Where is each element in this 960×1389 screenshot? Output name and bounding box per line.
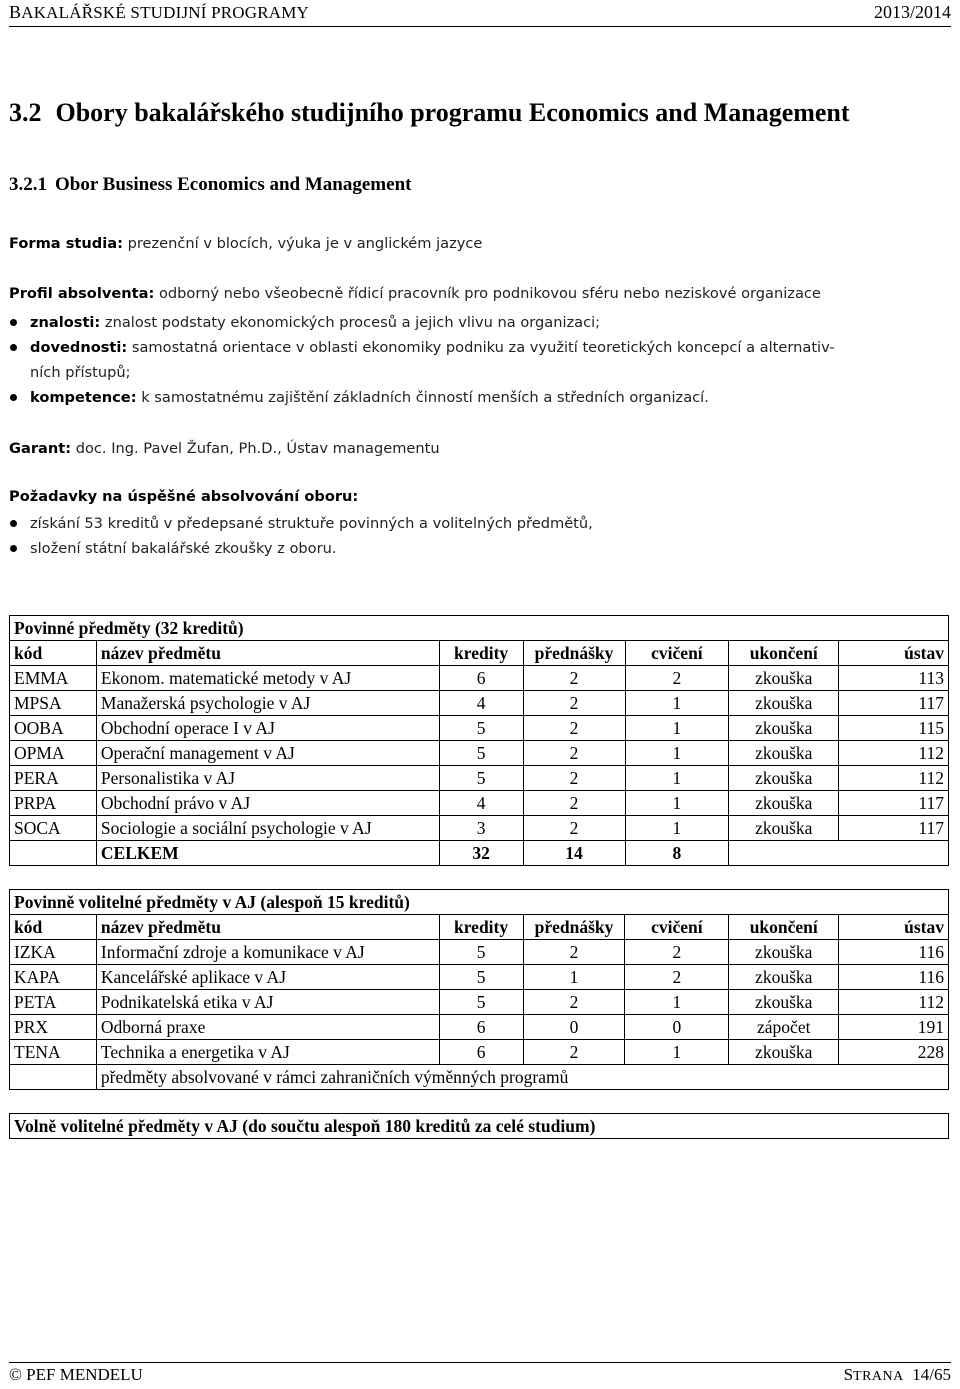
- table-row: [10, 741, 949, 766]
- cell-cviceni: 1: [625, 766, 729, 791]
- col-ukonceni: ukončení: [729, 915, 839, 940]
- cell-prednasky: 0: [523, 1015, 625, 1040]
- cell-kredity: 5: [439, 741, 523, 766]
- cell-cviceni: 2: [625, 965, 729, 990]
- list-item: získání 53 kreditů v předepsané struktuře povinných a volitelných předmětů,: [9, 511, 946, 536]
- cell-kredity: 5: [439, 940, 523, 965]
- cell-ustav: 116: [839, 940, 949, 965]
- cell-nazev: Odborná praxe: [96, 1015, 439, 1040]
- section-title: Obory bakalářského studijního programu Economics and Management: [55, 98, 850, 127]
- cell-ukonceni: zkouška: [729, 965, 839, 990]
- cell-cviceni: 1: [625, 791, 729, 816]
- cell-ukonceni: zkouška: [729, 691, 839, 716]
- table-title: Povinně volitelné předměty v AJ (alespoň 15 kreditů): [10, 890, 949, 915]
- cell-kod: OOBA: [10, 716, 97, 741]
- col-ustav: ústav: [839, 641, 949, 666]
- subsection-number: 3.2.1: [9, 174, 47, 195]
- running-header: [9, 0, 951, 27]
- col-cviceni: cvičení: [625, 641, 729, 666]
- cell-cviceni: 1: [625, 741, 729, 766]
- cell-ustav: 115: [839, 716, 949, 741]
- cell-kredity: 4: [439, 691, 523, 716]
- footer-page: STRANA 14/65: [843, 1365, 951, 1384]
- list-item: znalosti: znalost podstaty ekonomických procesů a jejich vlivu na organizaci;: [9, 310, 946, 335]
- pozadavky-list: [9, 511, 946, 561]
- cell-nazev: Ekonom. matematické metody v AJ: [96, 666, 439, 691]
- list-item: dovednosti: samostatná orientace v oblasti ekonomiky podniku za využití teoretických koncepcí a alternativ- ních přístupů;: [9, 335, 946, 385]
- cell-ukonceni: zkouška: [729, 816, 839, 841]
- forma-text: prezenční v blocích, výuka je v anglickém jazyce: [127, 235, 483, 252]
- povinne-predmety-table: [9, 615, 949, 866]
- cell-ustav: 117: [839, 791, 949, 816]
- povinne-volitelne-table: [9, 889, 949, 1090]
- table-row: [10, 990, 949, 1015]
- table-row: [10, 716, 949, 741]
- cell-ustav: 112: [839, 741, 949, 766]
- col-prednasky: přednášky: [523, 641, 625, 666]
- cell-nazev: Obchodní právo v AJ: [96, 791, 439, 816]
- cell-prednasky: 1: [523, 965, 625, 990]
- col-nazev: název předmětu: [96, 915, 439, 940]
- header-title: BAKALÁŘSKÉ STUDIJNÍ PROGRAMY: [9, 2, 310, 22]
- cell-kredity: 3: [439, 816, 523, 841]
- subsection-heading: [9, 174, 411, 196]
- cell-cviceni: 1: [625, 716, 729, 741]
- cell-kod: PETA: [10, 990, 97, 1015]
- cell-ustav: 228: [839, 1040, 949, 1065]
- subsection-title: Obor Business Economics and Management: [55, 174, 412, 195]
- cell-kredity: 6: [439, 1015, 523, 1040]
- cell-ustav: 191: [839, 1015, 949, 1040]
- cell-cviceni: 1: [625, 990, 729, 1015]
- section-number: 3.2: [9, 98, 42, 127]
- table-note: předměty absolvované v rámci zahraničních výměnných programů: [96, 1065, 948, 1090]
- cell-kredity: 5: [439, 965, 523, 990]
- table-row: [10, 766, 949, 791]
- cell-ustav: 112: [839, 766, 949, 791]
- profil-label: Profil absolventa:: [9, 285, 155, 302]
- table-title: Povinné předměty (32 kreditů): [10, 616, 949, 641]
- cell-kod: IZKA: [10, 940, 97, 965]
- cell-kod: TENA: [10, 1040, 97, 1065]
- header-year: 2013/2014: [873, 2, 951, 22]
- cell-kredity: 4: [439, 791, 523, 816]
- table-row: [10, 940, 949, 965]
- cell-prednasky: 2: [523, 766, 625, 791]
- table-row: [10, 1040, 949, 1065]
- cell-ustav: 113: [839, 666, 949, 691]
- cell-kod: KAPA: [10, 965, 97, 990]
- footer-copyright: © PEF MENDELU: [9, 1365, 143, 1384]
- cell-prednasky: 2: [523, 666, 625, 691]
- col-kredity: kredity: [439, 641, 523, 666]
- cell-kod: MPSA: [10, 691, 97, 716]
- cell-ukonceni: zkouška: [729, 741, 839, 766]
- col-kod: kód: [10, 915, 97, 940]
- cell-kod: PRPA: [10, 791, 97, 816]
- table-note-row: [10, 1065, 949, 1090]
- cell-prednasky: 2: [523, 990, 625, 1015]
- cell-prednasky: 2: [523, 716, 625, 741]
- total-prednasky: 14: [523, 841, 625, 866]
- cell-cviceni: 0: [625, 1015, 729, 1040]
- cell-kod: SOCA: [10, 816, 97, 841]
- cell-cviceni: 2: [625, 666, 729, 691]
- cell-ukonceni: zkouška: [729, 990, 839, 1015]
- cell-kod: PERA: [10, 766, 97, 791]
- table-row: [10, 1015, 949, 1040]
- cell-ustav: 112: [839, 990, 949, 1015]
- cell-prednasky: 2: [523, 691, 625, 716]
- cell-prednasky: 2: [523, 791, 625, 816]
- table-row: [10, 816, 949, 841]
- total-kredity: 32: [439, 841, 523, 866]
- cell-prednasky: 2: [523, 1040, 625, 1065]
- cell-cviceni: 2: [625, 940, 729, 965]
- cell-ustav: 116: [839, 965, 949, 990]
- cell-kod: OPMA: [10, 741, 97, 766]
- running-footer: [9, 1362, 951, 1387]
- garant-text: doc. Ing. Pavel Žufan, Ph.D., Ústav managementu: [75, 440, 440, 457]
- list-item: složení státní bakalářské zkoušky z oboru.: [9, 536, 946, 561]
- col-ukonceni: ukončení: [729, 641, 839, 666]
- table-row: [10, 666, 949, 691]
- forma-label: Forma studia:: [9, 235, 123, 252]
- cell-nazev: Operační management v AJ: [96, 741, 439, 766]
- page-number: 14/65: [912, 1365, 951, 1384]
- cell-ukonceni: zkouška: [729, 716, 839, 741]
- section-heading: [9, 98, 850, 128]
- cell-nazev: Obchodní operace I v AJ: [96, 716, 439, 741]
- profil-list: [9, 310, 946, 410]
- cell-kredity: 5: [439, 990, 523, 1015]
- list-item: kompetence: k samostatnému zajištění základních činností menších a středních organizací.: [9, 385, 946, 410]
- pozadavky-heading: Požadavky na úspěšné absolvování oboru:: [9, 488, 359, 505]
- col-kredity: kredity: [439, 915, 523, 940]
- cell-prednasky: 2: [523, 741, 625, 766]
- cell-cviceni: 1: [625, 816, 729, 841]
- cell-ukonceni: zkouška: [729, 666, 839, 691]
- cell-cviceni: 1: [625, 691, 729, 716]
- table-header-row: [10, 641, 949, 666]
- forma-studia: [9, 235, 482, 252]
- col-ustav: ústav: [839, 915, 949, 940]
- table-row: [10, 965, 949, 990]
- col-nazev: název předmětu: [96, 641, 439, 666]
- col-prednasky: přednášky: [523, 915, 625, 940]
- table-title: Volně volitelné předměty v AJ (do součtu alespoň 180 kreditů za celé studium): [10, 1114, 949, 1139]
- cell-ukonceni: zkouška: [729, 766, 839, 791]
- cell-nazev: Manažerská psychologie v AJ: [96, 691, 439, 716]
- cell-ustav: 117: [839, 691, 949, 716]
- cell-ukonceni: zkouška: [729, 940, 839, 965]
- cell-ukonceni: zápočet: [729, 1015, 839, 1040]
- cell-nazev: Personalistika v AJ: [96, 766, 439, 791]
- cell-ukonceni: zkouška: [729, 791, 839, 816]
- cell-ustav: 117: [839, 816, 949, 841]
- col-kod: kód: [10, 641, 97, 666]
- table-header-row: [10, 915, 949, 940]
- profil-absolventa: [9, 285, 821, 302]
- cell-kredity: 5: [439, 716, 523, 741]
- cell-cviceni: 1: [625, 1040, 729, 1065]
- cell-nazev: Podnikatelská etika v AJ: [96, 990, 439, 1015]
- cell-prednasky: 2: [523, 816, 625, 841]
- cell-kod: EMMA: [10, 666, 97, 691]
- cell-nazev: Sociologie a sociální psychologie v AJ: [96, 816, 439, 841]
- profil-text: odborný nebo všeobecně řídicí pracovník pro podnikovou sféru nebo neziskové organizace: [158, 285, 821, 302]
- total-label: CELKEM: [96, 841, 439, 866]
- table-row: [10, 691, 949, 716]
- total-cviceni: 8: [625, 841, 729, 866]
- garant: [9, 440, 440, 457]
- cell-nazev: Kancelářské aplikace v AJ: [96, 965, 439, 990]
- table-total-row: [10, 841, 949, 866]
- cell-prednasky: 2: [523, 940, 625, 965]
- volne-volitelne-table: [9, 1113, 949, 1139]
- col-cviceni: cvičení: [625, 915, 729, 940]
- garant-label: Garant:: [9, 440, 72, 457]
- cell-ukonceni: zkouška: [729, 1040, 839, 1065]
- cell-kredity: 5: [439, 766, 523, 791]
- cell-kredity: 6: [439, 666, 523, 691]
- cell-kredity: 6: [439, 1040, 523, 1065]
- cell-nazev: Technika a energetika v AJ: [96, 1040, 439, 1065]
- cell-nazev: Informační zdroje a komunikace v AJ: [96, 940, 439, 965]
- cell-kod: PRX: [10, 1015, 97, 1040]
- table-row: [10, 791, 949, 816]
